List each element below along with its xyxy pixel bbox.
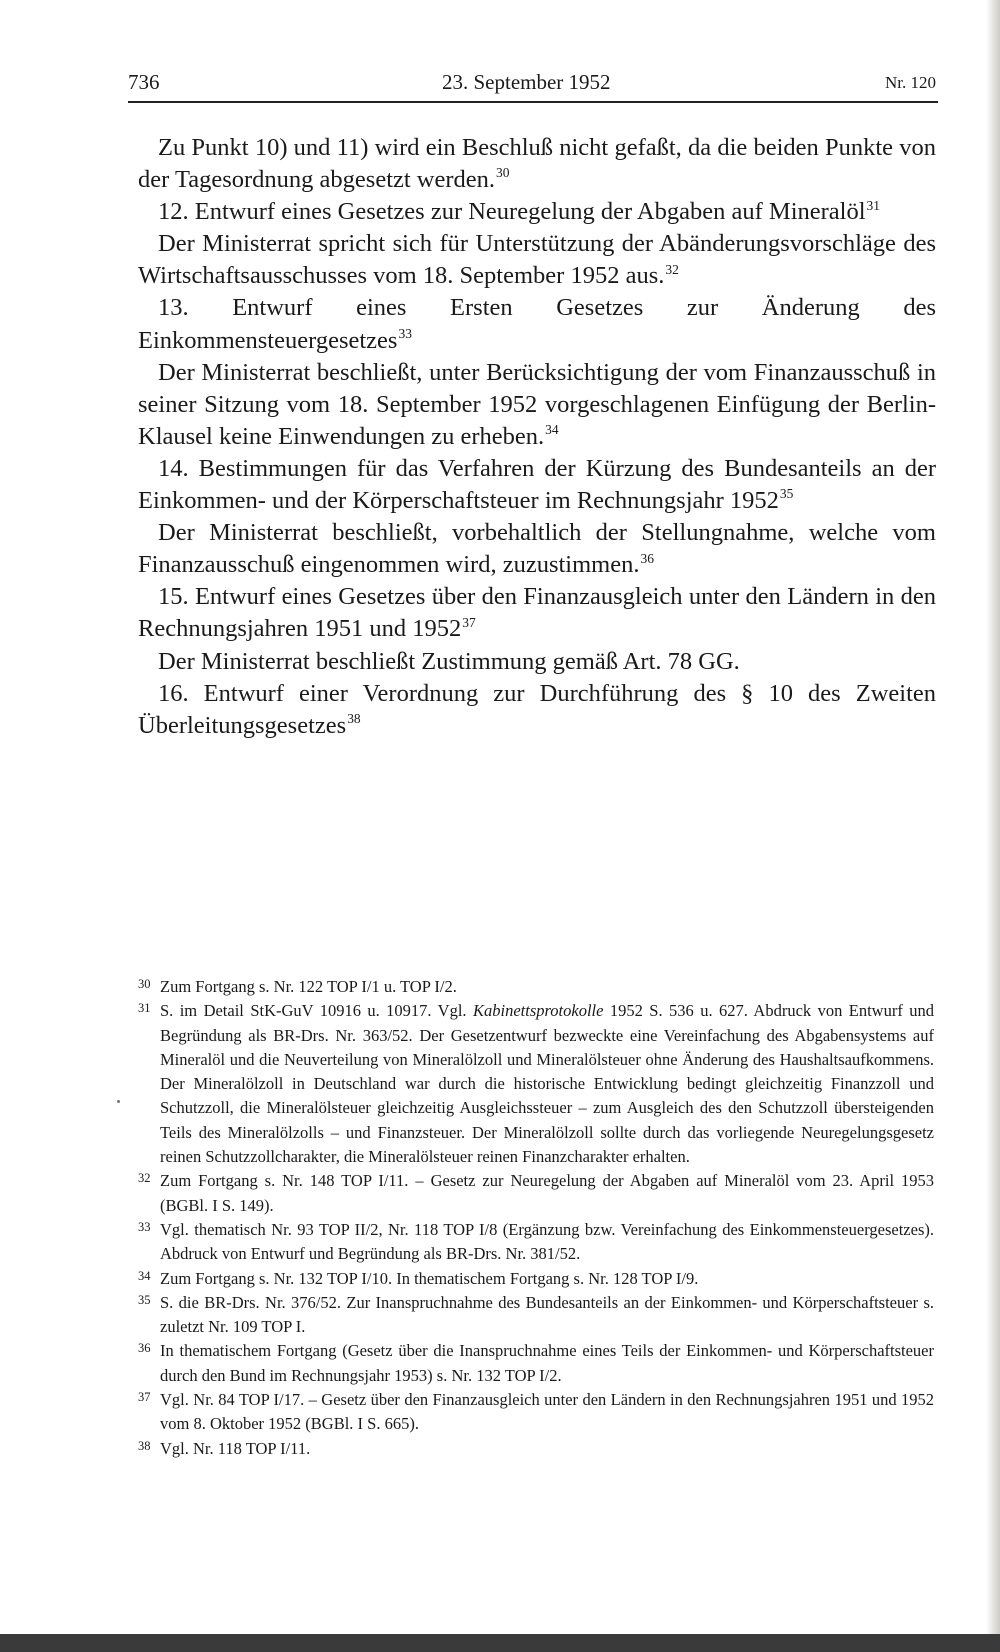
paragraph-agenda-item: 12. Entwurf eines Gesetzes zur Neuregelung der Abgaben auf Mineralöl$^{31}$ [158, 197, 880, 226]
footnote: 37 Vgl. Nr. 84 TOP I/17. – Gesetz über den Finanzausgleich unter den Ländern in den Rechnungsjahren 1951 und 1952 vom 8. Oktober 1952 (BGBl. I S. 665). [138, 1388, 934, 1437]
paragraph: Der Ministerrat spricht sich für Unterstützung der Abänderungsvorschläge des Wirtschaftsausschusses vom 18. September 1952 aus.$^{32}$ [138, 230, 936, 290]
header-issue-number: Nr. 120 [885, 73, 936, 92]
print-speck [117, 1100, 120, 1103]
footnote-number: 32 [138, 1171, 151, 1186]
footnote: 38 Vgl. Nr. 118 TOP I/11. [138, 1437, 934, 1461]
footnote: 30 Zum Fortgang s. Nr. 122 TOP I/1 u. TOP I/2. [138, 975, 934, 999]
paragraph-agenda-item: 13. Entwurf eines Ersten Gesetzes zur Änderung des Einkommensteuergesetzes$^{33}$ [138, 294, 936, 354]
italic-title: Kabinettsprotokolle [472, 1001, 604, 1021]
scan-bottom-edge [0, 1634, 1000, 1652]
page-number: 736 [128, 70, 160, 94]
paragraph: Der Ministerrat beschließt Zustimmung gemäß Art. 78 GG. [158, 647, 740, 675]
footnote: 31 S. im Detail StK-GuV 10916 u. 10917. Vgl. Kabinettsprotokolle 1952 S. 536 u. 627. Abdruck von Entwurf und Begründung als BR-Drs. Nr. 363/52. Der Gesetzentwurf bezweckte eine Vereinfachung des Abgabensystems auf Mineralöl und die Neuverteilung von Mineralölzoll und Mineralölsteuer ohne Änderung des Haushaltsaufkommens. Der Mineralölzoll in Deutschland war durch die historische Entwicklung bedingt gleichzeitig Finanzzoll und Schutzzoll, die Mineralölsteuer gleichzeitig Ausgleichssteuer – zum Ausgleich des den Schutzzoll übersteigenden Teils des Mineralölzolls – und Finanzsteuer. Der Mineralölzoll sollte durch das vorliegende Neuregelungsgesetz reinen Schutzzollcharakter, die Mineralölsteuer reinen Finanzcharakter erhalten. [138, 999, 934, 1169]
paragraph: Der Ministerrat beschließt, unter Berücksichtigung der vom Finanzausschuß in seiner Sitzung vom 18. September 1952 vorgeschlagenen Einfügung der Berlin-Klausel keine Einwendungen zu erheben.$^{34}$ [138, 358, 936, 450]
footnote-number: 34 [138, 1268, 151, 1283]
footnote-ref: 37 [462, 614, 476, 630]
footnote-ref: 31 [866, 197, 880, 213]
header-rule [128, 101, 938, 103]
footnote: 36 In thematischem Fortgang (Gesetz über die Inanspruchnahme eines Teils der Einkommen- und Körperschaftsteuer durch den Bund im Rechnungsjahr 1953) s. Nr. 132 TOP I/2. [138, 1339, 934, 1388]
paragraph-agenda-item: 16. Entwurf einer Verordnung zur Durchführung des § 10 des Zweiten Überleitungsgesetzes$^{38}$ [138, 679, 936, 739]
footnote-number: 35 [138, 1292, 151, 1307]
footnote-ref: 36 [640, 550, 654, 566]
running-header [128, 70, 936, 100]
paragraph: Zu Punkt 10) und 11) wird ein Beschluß nicht gefaßt, da die beiden Punkte von der Tagesordnung abgesetzt werden.$^{30}$ [138, 134, 936, 194]
footnote-number: 38 [138, 1438, 151, 1453]
paragraph-agenda-item: 15. Entwurf eines Gesetzes über den Finanzausgleich unter den Ländern in den Rechnungsjahren 1951 und 1952$^{37}$ [138, 583, 936, 643]
footnote-ref: 33 [398, 325, 412, 341]
footnote: 32 Zum Fortgang s. Nr. 148 TOP I/11. – Gesetz zur Neuregelung der Abgaben auf Mineralöl vom 23. April 1953 (BGBl. I S. 149). [138, 1169, 934, 1218]
footnote: 34 Zum Fortgang s. Nr. 132 TOP I/10. In thematischem Fortgang s. Nr. 128 TOP I/9. [138, 1267, 934, 1291]
page-edge-shadow [986, 0, 1000, 1652]
main-text [138, 132, 936, 742]
footnote-ref: 32 [665, 261, 679, 277]
footnote-number: 37 [138, 1390, 151, 1405]
paragraph: Der Ministerrat beschließt, vorbehaltlich der Stellungnahme, welche vom Finanzausschuß eingenommen wird, zuzustimmen.$^{36}$ [138, 519, 936, 579]
footnote: 35 S. die BR-Drs. Nr. 376/52. Zur Inanspruchnahme des Bundesanteils an der Einkommen- und Körperschaftsteuer s. zuletzt Nr. 109 TOP I. [138, 1291, 934, 1340]
footnote: 33 Vgl. thematisch Nr. 93 TOP II/2, Nr. 118 TOP I/8 (Ergänzung bzw. Vereinfachung des Einkommensteuergesetzes). Abdruck von Entwurf und Begründung als BR-Drs. Nr. 381/52. [138, 1218, 934, 1267]
footnote-ref: 30 [496, 165, 510, 181]
footnotes [138, 975, 934, 1461]
header-date: 23. September 1952 [442, 70, 611, 94]
footnote-number: 33 [138, 1219, 151, 1234]
footnote-ref: 35 [779, 486, 794, 502]
footnote-ref: 38 [347, 711, 361, 726]
footnote-number: 36 [138, 1341, 151, 1356]
paragraph-agenda-item: 14. Bestimmungen für das Verfahren der Kürzung des Bundesanteils an der Einkommen- und der Körperschaftsteuer im Rechnungsjahr 1952$^{35}$ [138, 454, 936, 515]
footnote-number: 31 [138, 1001, 151, 1016]
footnote-number: 30 [138, 977, 151, 991]
footnote-ref: 34 [545, 422, 559, 438]
